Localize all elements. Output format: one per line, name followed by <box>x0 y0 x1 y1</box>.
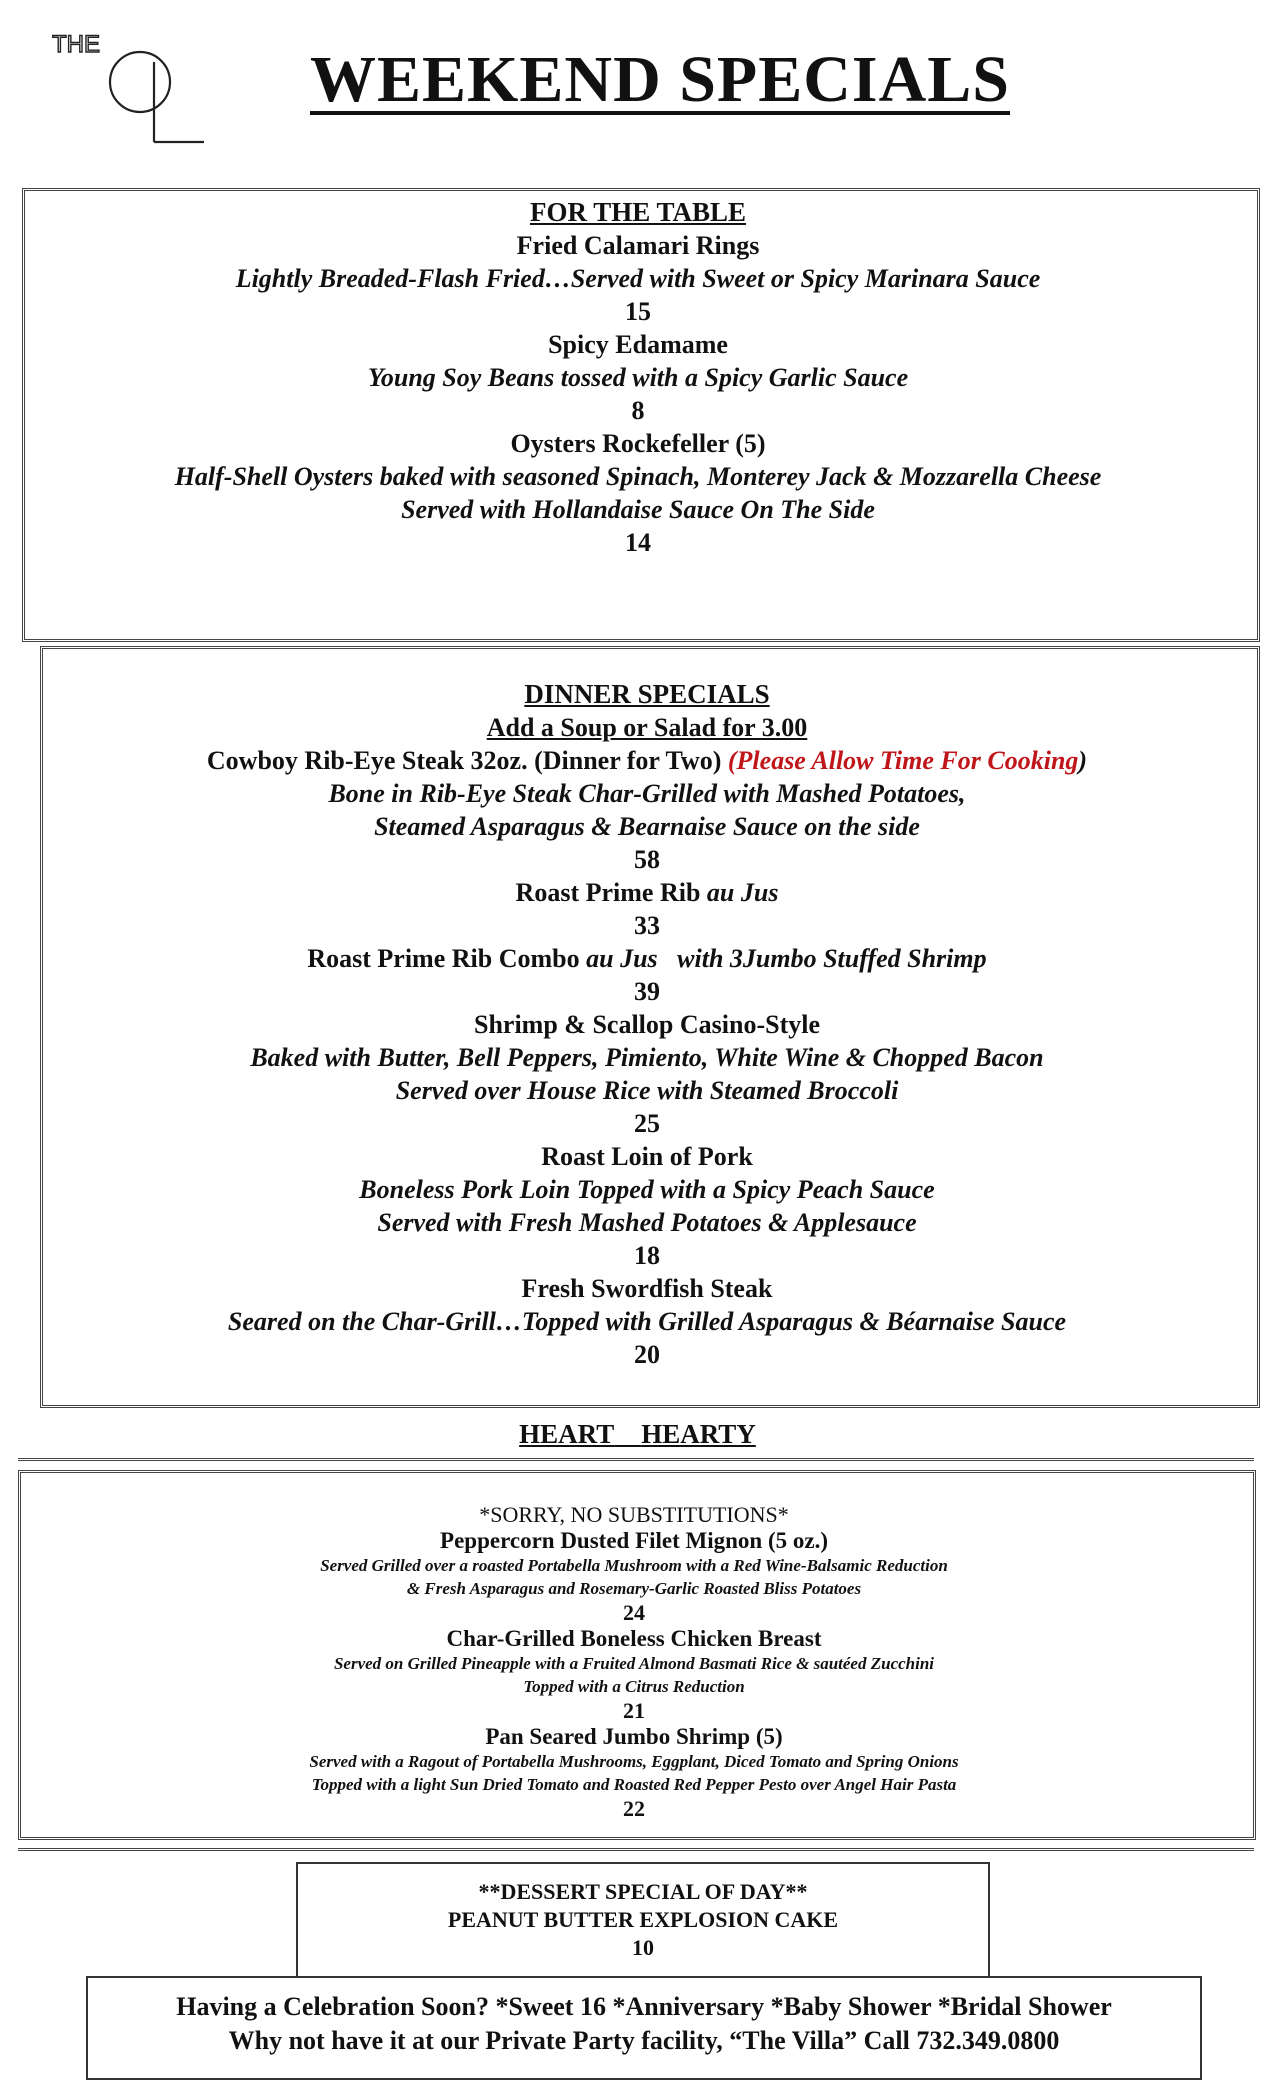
menu-item-description: Served with Fresh Mashed Potatoes & Applesauce <box>377 1208 917 1237</box>
menu-item-name: Fresh Swordfish Steak <box>521 1274 773 1303</box>
private-party-line: Why not have it at our Private Party facility, “The Villa” Call 732.349.0800 <box>228 2026 1060 2055</box>
dessert-name: PEANUT BUTTER EXPLOSION CAKE <box>447 1907 839 1932</box>
menu-item-price: 15 <box>625 297 651 326</box>
menu-item-description: Served with Hollandaise Sauce On The Side <box>401 495 875 524</box>
menu-item-price: 24 <box>623 1600 645 1625</box>
menu-item-description: Served with a Ragout of Portabella Mushrooms, Eggplant, Diced Tomato and Spring Onions <box>309 1752 959 1771</box>
menu-item-price: 25 <box>634 1109 660 1138</box>
menu-item-price: 22 <box>623 1796 645 1821</box>
menu-item-description: Topped with a light Sun Dried Tomato and Roasted Red Pepper Pesto over Angel Hair Pasta <box>311 1775 957 1794</box>
menu-item-name: Cowboy Rib-Eye Steak 32oz. (Dinner for Two) <box>206 746 722 775</box>
menu-item-description: Baked with Butter, Bell Peppers, Pimiento, White Wine & Chopped Bacon <box>250 1043 1044 1072</box>
cooking-time-note-open: ( <box>721 746 737 775</box>
menu-item-price: 18 <box>634 1241 660 1270</box>
dinner-specials-section <box>40 678 1254 1371</box>
menu-item-price: 20 <box>634 1340 660 1369</box>
menu-item-name: Roast Prime Rib Combo <box>307 944 580 973</box>
menu-item-price: 8 <box>631 396 645 425</box>
menu-item-description: Young Soy Beans tossed with a Spicy Garlic Sauce <box>367 363 909 392</box>
menu-item-price: 14 <box>625 528 651 557</box>
menu-item-name-suffix: au Jus with 3Jumbo Stuffed Shrimp <box>579 944 987 973</box>
menu-item-name: Fried Calamari Rings <box>516 231 760 260</box>
menu-item-price: 21 <box>623 1698 645 1723</box>
page-title: WEEKEND SPECIALS <box>310 43 1011 116</box>
menu-item-name-suffix: au Jus <box>700 878 779 907</box>
menu-item-description: Seared on the Char-Grill…Topped with Grilled Asparagus & Béarnaise Sauce <box>227 1307 1067 1336</box>
dessert-price: 10 <box>632 1935 654 1960</box>
heart-hearty-section <box>18 1502 1250 1822</box>
menu-item-price: 58 <box>634 845 660 874</box>
no-substitutions-note: *SORRY, NO SUBSTITUTIONS* <box>479 1502 789 1527</box>
dessert-heading: **DESSERT SPECIAL OF DAY** <box>478 1879 808 1904</box>
menu-item-name: Spicy Edamame <box>548 330 728 359</box>
menu-item-description: Steamed Asparagus & Bearnaise Sauce on the side <box>374 812 920 841</box>
cooking-time-note: Please Allow Time For Cooking <box>736 746 1079 775</box>
for-the-table-section <box>22 196 1254 559</box>
menu-item-name: Roast Prime Rib <box>515 878 701 907</box>
menu-item-title <box>40 876 1254 909</box>
section-heading-dinner-specials: DINNER SPECIALS <box>524 679 770 709</box>
menu-item-description: Served over House Rice with Steamed Broccoli <box>395 1076 899 1105</box>
menu-item-description: Lightly Breaded-Flash Fried…Served with Sweet or Spicy Marinara Sauce <box>235 264 1041 293</box>
menu-item-name: Peppercorn Dusted Filet Mignon (5 oz.) <box>440 1528 828 1553</box>
menu-item-description: Half-Shell Oysters baked with seasoned Spinach, Monterey Jack & Mozzarella Cheese <box>174 462 1102 491</box>
menu-item-description: Served Grilled over a roasted Portabella Mushroom with a Red Wine-Balsamic Reduction <box>320 1556 948 1575</box>
dessert-box <box>296 1862 990 1978</box>
divider-rule <box>18 1458 1254 1461</box>
section-heading-for-the-table: FOR THE TABLE <box>529 197 747 227</box>
menu-item-description: Boneless Pork Loin Topped with a Spicy Peach Sauce <box>359 1175 935 1204</box>
restaurant-logo <box>52 22 212 152</box>
cooking-time-note-close: ) <box>1078 746 1088 775</box>
soup-salad-addon: Add a Soup or Salad for 3.00 <box>486 713 808 742</box>
heart-hearty-title <box>0 1418 1275 1451</box>
heart-heading-left: HEART <box>519 1419 615 1449</box>
menu-item-description: Topped with a Citrus Reduction <box>523 1677 745 1696</box>
menu-item-price: 39 <box>634 977 660 1006</box>
menu-item-name: Oysters Rockefeller (5) <box>510 429 766 458</box>
logo-text-the: THE <box>52 31 100 58</box>
menu-item-name: Shrimp & Scallop Casino-Style <box>474 1010 820 1039</box>
celebration-line: Having a Celebration Soon? *Sweet 16 *Anniversary *Baby Shower *Bridal Shower <box>176 1992 1112 2021</box>
celebration-box <box>86 1976 1202 2080</box>
heart-hearty-heading <box>0 1418 1275 1451</box>
divider-rule <box>18 1848 1254 1851</box>
menu-item-price: 33 <box>634 911 660 940</box>
heart-heading-right: HEARTY <box>641 1419 756 1449</box>
menu-item-description: & Fresh Asparagus and Rosemary-Garlic Roasted Bliss Potatoes <box>406 1579 862 1598</box>
menu-item-name: Roast Loin of Pork <box>541 1142 753 1171</box>
menu-item-title <box>40 942 1254 975</box>
menu-item-title <box>40 744 1254 777</box>
menu-item-name: Pan Seared Jumbo Shrimp (5) <box>485 1724 783 1749</box>
menu-item-name: Char-Grilled Boneless Chicken Breast <box>446 1626 822 1651</box>
menu-item-description: Served on Grilled Pineapple with a Fruited Almond Basmati Rice & sautéed Zucchini <box>333 1654 935 1673</box>
menu-item-description: Bone in Rib-Eye Steak Char-Grilled with Mashed Potatoes, <box>328 779 966 808</box>
